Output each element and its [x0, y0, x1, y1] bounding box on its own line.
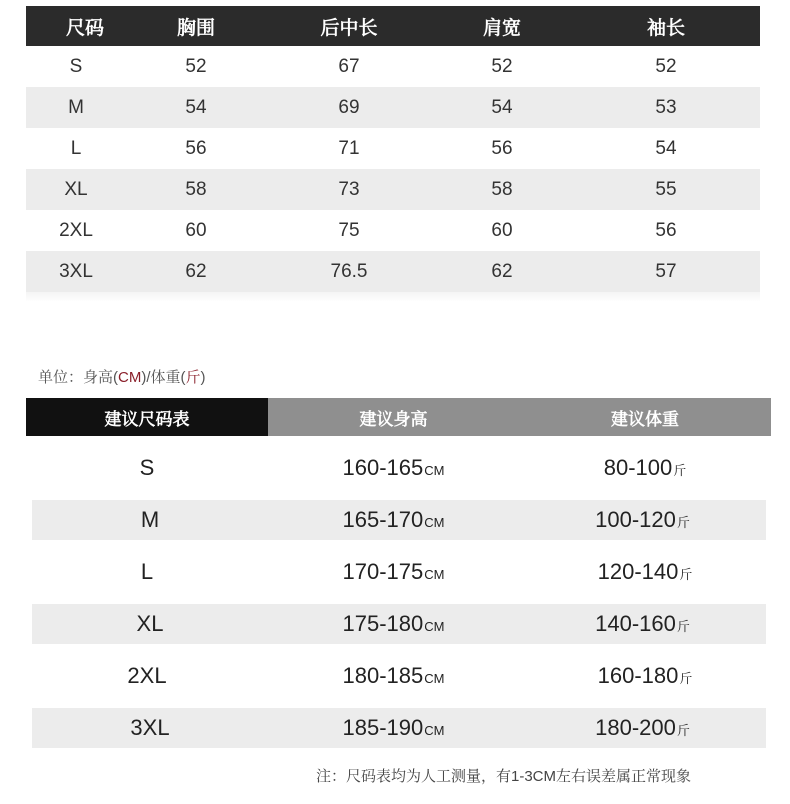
cell-shoulder: 52 [491, 55, 513, 77]
cell-shoulder: 60 [491, 219, 513, 241]
cell-size: XL [64, 178, 88, 200]
table-row [32, 500, 766, 540]
cell-chest: 58 [185, 178, 207, 200]
table-row [26, 46, 760, 87]
table-row [26, 251, 760, 292]
table-row [32, 604, 766, 644]
weight-value: 160-180 [597, 663, 679, 688]
cell-sleeve: 56 [655, 219, 677, 241]
cell-size: M [68, 96, 84, 118]
table-row [26, 128, 760, 169]
unit-note [38, 366, 206, 387]
weight-value: 100-120 [595, 507, 676, 532]
header-chest: 胸围 [176, 17, 215, 39]
cell-chest: 54 [185, 96, 207, 118]
weight-unit: 斤 [676, 723, 690, 738]
cell-chest: 60 [185, 219, 207, 241]
cell-size: M [140, 507, 160, 532]
cell-shoulder: 54 [491, 96, 513, 118]
cell-height [268, 455, 519, 481]
cell-height [268, 559, 519, 585]
header-sleeve: 袖长 [646, 17, 685, 39]
cell-size: 3XL [130, 715, 170, 740]
table-row [26, 656, 771, 696]
cell-back-length: 71 [338, 137, 360, 159]
cell-height [268, 507, 519, 533]
height-value: 185-190 [342, 715, 424, 740]
height-value: 175-180 [342, 611, 424, 636]
cell-height [268, 611, 519, 637]
header-back-length: 后中长 [320, 17, 378, 39]
weight-value: 120-140 [597, 559, 679, 584]
cell-size: S [139, 455, 155, 480]
cell-back-length: 75 [338, 219, 360, 241]
cell-size: S [69, 55, 83, 77]
weight-value: 180-200 [595, 715, 676, 740]
cell-back-length: 67 [338, 55, 360, 77]
table-row [26, 448, 771, 488]
weight-unit: 斤 [676, 515, 690, 530]
unit-cm: CM [118, 369, 142, 386]
unit-mid: )/体重( [141, 369, 186, 386]
cell-chest: 62 [185, 260, 207, 282]
header-shoulder: 肩宽 [482, 17, 521, 39]
height-unit: CM [424, 515, 445, 530]
unit-jin: 斤 [185, 369, 201, 386]
height-value: 180-185 [342, 663, 424, 688]
cell-weight [519, 559, 771, 585]
cell-height [268, 715, 519, 741]
cell-sleeve: 57 [655, 260, 677, 282]
cell-size: 3XL [59, 260, 93, 282]
table-fade [26, 292, 760, 302]
cell-weight [519, 507, 766, 533]
cell-weight [519, 455, 771, 481]
cell-sleeve: 52 [655, 55, 677, 77]
cell-size: XL [136, 611, 164, 636]
cell-sleeve: 54 [655, 137, 677, 159]
weight-value: 80-100 [603, 455, 673, 480]
height-unit: CM [424, 671, 445, 686]
header-recommend-weight: 建议体重 [519, 398, 771, 436]
cell-shoulder: 56 [491, 137, 513, 159]
cell-size: L [70, 137, 82, 159]
table-row [32, 708, 766, 748]
header-recommend-height: 建议身高 [268, 398, 519, 436]
weight-unit: 斤 [679, 671, 693, 686]
weight-unit: 斤 [676, 619, 690, 634]
weight-unit: 斤 [673, 463, 687, 478]
cell-chest: 52 [185, 55, 207, 77]
table-row [26, 210, 760, 251]
measurement-table [26, 6, 760, 302]
cell-height [268, 663, 519, 689]
recommend-table [26, 398, 771, 760]
unit-suffix: ) [200, 369, 206, 386]
weight-value: 140-160 [595, 611, 676, 636]
cell-size: 2XL [59, 219, 93, 241]
weight-unit: 斤 [679, 567, 693, 582]
height-unit: CM [424, 567, 445, 582]
cell-back-length: 73 [338, 178, 360, 200]
height-unit: CM [424, 619, 445, 634]
cell-shoulder: 62 [491, 260, 513, 282]
cell-shoulder: 58 [491, 178, 513, 200]
cell-weight [519, 663, 771, 689]
height-value: 165-170 [342, 507, 424, 532]
cell-sleeve: 55 [655, 178, 677, 200]
height-value: 170-175 [342, 559, 424, 584]
table-row [26, 552, 771, 592]
recommend-table-body [26, 436, 771, 748]
cell-back-length: 76.5 [330, 260, 368, 282]
cell-weight [519, 611, 766, 637]
header-recommend-size: 建议尺码表 [26, 398, 268, 436]
measurement-table-header [26, 6, 760, 46]
table-row [26, 169, 760, 210]
cell-chest: 56 [185, 137, 207, 159]
table-row [26, 87, 760, 128]
cell-size: L [140, 559, 154, 584]
measurement-table-body [26, 46, 760, 292]
recommend-table-header [26, 398, 771, 436]
cell-weight [519, 715, 766, 741]
cell-size: 2XL [127, 663, 167, 688]
footnote: 注：尺码表均为人工测量，有1-3CM左右误差属正常现象 [316, 768, 692, 785]
height-unit: CM [424, 463, 445, 478]
header-size: 尺码 [66, 17, 105, 39]
height-value: 160-165 [342, 455, 424, 480]
unit-prefix: 单位：身高( [38, 369, 118, 386]
height-unit: CM [424, 723, 445, 738]
cell-sleeve: 53 [655, 96, 677, 118]
cell-back-length: 69 [338, 96, 360, 118]
